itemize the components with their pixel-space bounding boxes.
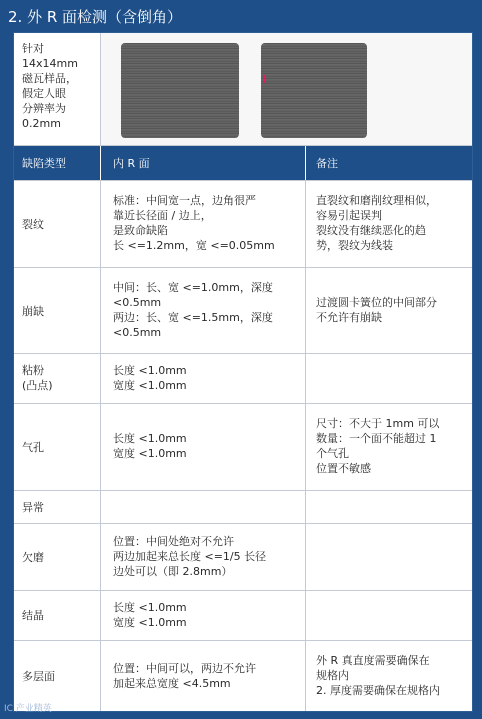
note-line: 尺寸：不大于 1mm 可以 — [316, 417, 440, 430]
note-line: 不允许有崩缺 — [316, 311, 382, 324]
criteria-line: 长度 <1.0mm — [113, 601, 187, 614]
criteria-line: <0.5mm — [113, 296, 162, 309]
intro-row — [14, 33, 472, 146]
criteria-line: 长 <=1.2mm，宽 <=0.05mm — [113, 239, 275, 252]
header-criteria-label: 内 R 面 — [113, 157, 150, 170]
type-cell — [14, 181, 101, 267]
image-cell — [101, 33, 472, 145]
header-row — [14, 146, 472, 181]
note-line: 规格内 — [316, 669, 349, 682]
criteria-cell — [101, 181, 306, 267]
intro-line: 0.2mm — [22, 117, 61, 130]
type-label: (凸点) — [22, 379, 53, 392]
criteria-line: 靠近长径面 / 边上， — [113, 209, 212, 222]
criteria-line: 中间：长、宽 <=1.0mm，深度 — [113, 281, 273, 294]
sample-image-left — [121, 43, 239, 138]
note-cell — [306, 181, 472, 267]
criteria-line: 长度 <1.0mm — [113, 432, 187, 445]
criteria-line: 是致命缺陷 — [113, 224, 168, 237]
table-row — [14, 404, 472, 491]
criteria-cell — [101, 268, 306, 353]
header-note-label: 备注 — [316, 157, 338, 170]
type-cell — [14, 591, 101, 640]
criteria-line: 宽度 <1.0mm — [113, 447, 187, 460]
table-row — [14, 591, 472, 641]
note-line: 势，裂纹为线装 — [316, 239, 393, 252]
header-cell-note — [306, 146, 472, 180]
table-row — [14, 641, 472, 711]
type-cell — [14, 268, 101, 353]
criteria-cell — [101, 491, 306, 523]
criteria-cell — [101, 524, 306, 590]
defect-mark — [264, 75, 265, 83]
intro-line: 假定人眼 — [22, 87, 66, 100]
criteria-line: 宽度 <1.0mm — [113, 379, 187, 392]
intro-line: 14x14mm — [22, 57, 78, 70]
type-label: 粘粉 — [22, 364, 44, 377]
table-row — [14, 491, 472, 524]
intro-cell — [14, 33, 101, 145]
type-label: 崩缺 — [22, 305, 44, 318]
table-row — [14, 181, 472, 268]
note-line: 直裂纹和磨削纹理相似， — [316, 194, 437, 207]
note-line: 数量：一个面不能超过 1 — [316, 432, 437, 445]
intro-line: 磁瓦样品， — [22, 72, 77, 85]
criteria-line: 加起来总宽度 <4.5mm — [113, 677, 231, 690]
type-label: 多层面 — [22, 670, 55, 683]
note-cell — [306, 491, 472, 523]
intro-line: 分辨率为 — [22, 102, 66, 115]
note-line: 2. 厚度需要确保在规格内 — [316, 684, 440, 697]
criteria-line: 边处可以（即 2.8mm） — [113, 565, 233, 578]
note-line: 过渡圆卡簧位的中间部分 — [316, 296, 437, 309]
type-cell — [14, 491, 101, 523]
criteria-line: 长度 <1.0mm — [113, 364, 187, 377]
note-line: 容易引起误判 — [316, 209, 382, 222]
intro-line: 针对 — [22, 42, 44, 55]
table-row — [14, 524, 472, 591]
note-line: 外 R 真直度需要确保在 — [316, 654, 430, 667]
type-cell — [14, 524, 101, 590]
type-cell — [14, 404, 101, 490]
header-type-label: 缺陷类型 — [22, 157, 66, 170]
criteria-line: 位置：中间可以，两边不允许 — [113, 662, 256, 675]
criteria-cell — [101, 641, 306, 711]
criteria-line: 位置：中间处绝对不允许 — [113, 535, 234, 548]
criteria-cell — [101, 404, 306, 490]
criteria-line: 两边加起来总长度 <=1/5 长径 — [113, 550, 267, 563]
defect-table — [13, 32, 473, 712]
table-row — [14, 354, 472, 404]
criteria-line: <0.5mm — [113, 326, 162, 339]
note-line: 个气孔 — [316, 447, 349, 460]
note-cell — [306, 591, 472, 640]
type-label: 异常 — [22, 501, 44, 514]
type-cell — [14, 354, 101, 403]
note-cell — [306, 268, 472, 353]
criteria-line: 标准：中间宽一点，边角很严 — [113, 194, 256, 207]
type-label: 裂纹 — [22, 218, 44, 231]
watermark: IC 产业精英 — [4, 704, 52, 714]
header-cell-criteria — [101, 146, 306, 180]
type-label: 结晶 — [22, 609, 44, 622]
type-label: 欠磨 — [22, 551, 44, 564]
note-line: 位置不敏感 — [316, 462, 371, 475]
criteria-cell — [101, 591, 306, 640]
header-cell-type — [14, 146, 101, 180]
note-cell — [306, 404, 472, 490]
note-cell — [306, 524, 472, 590]
defect-mark — [125, 69, 126, 77]
note-cell — [306, 641, 472, 711]
criteria-line: 两边：长、宽 <=1.5mm，深度 — [113, 311, 273, 324]
sample-image-right — [261, 43, 367, 138]
note-line: 裂纹没有继续恶化的趋 — [316, 224, 426, 237]
page-title: 2. 外 R 面检测（含倒角） — [8, 8, 183, 26]
criteria-cell — [101, 354, 306, 403]
criteria-line: 宽度 <1.0mm — [113, 616, 187, 629]
note-cell — [306, 354, 472, 403]
type-label: 气孔 — [22, 441, 44, 454]
table-row — [14, 268, 472, 354]
